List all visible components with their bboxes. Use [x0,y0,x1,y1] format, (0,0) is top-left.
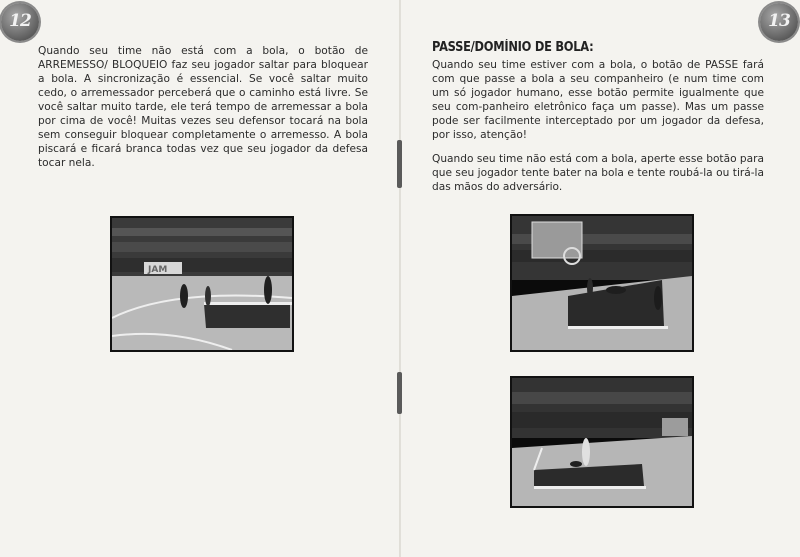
screenshot-court-text: JAM [148,265,168,275]
binding-mark [397,140,402,188]
left-paragraph: Quando seu time não está com a bola, o botão de ARREMESSO/ BLOQUEIO faz seu jogador saltar para bloquear a bola. A sincronização é essencial. Se você saltar muito cedo, o arremessador perceberá que o caminho está livre. Se você saltar muito tarde, ele terá tempo de arremessar a bola por cima de você! Muitas vezes seu defensor tocará na bola sem conseguir bloquear completamente o arremesso. A bola piscará e ficará branca todas vez que seu jogador da defesa tocar nela. [38,45,368,169]
game-screenshot-block [110,216,294,352]
page-number-badge-right [760,3,798,41]
right-body-text [432,58,764,142]
binding-mark [397,372,402,414]
right-paragraph-1: Quando seu time estiver com a bola, o botão de PASSE fará com que passe a bola a seu companheiro (e num time com um só jogador humano, esse botão permite igualmente que seu com-panheiro eletrônico faça um passe). Mas um passe pode ser facilmente interceptado por um jogador da defesa, por isso, atenção! [432,59,764,141]
page-number-left: 12 [9,11,31,31]
right-paragraph-2: Quando seu time não está com a bola, aperte esse botão para que seu jogador tente bater na bola e tente roubá-la ou tirá-la das mãos do adversário. [432,153,764,193]
page-number-right: 13 [768,11,790,31]
screenshot-image [512,378,692,506]
page-number-badge-left [1,3,39,41]
game-screenshot-block [510,376,694,508]
screenshot-image [112,218,292,350]
screenshot-image [512,216,692,350]
right-body-text-2 [432,152,764,194]
section-heading: PASSE/DOMÍNIO DE BOLA: [432,40,594,55]
page-gutter [399,0,401,557]
game-screenshot-block [510,214,694,352]
left-body-text [38,44,368,170]
